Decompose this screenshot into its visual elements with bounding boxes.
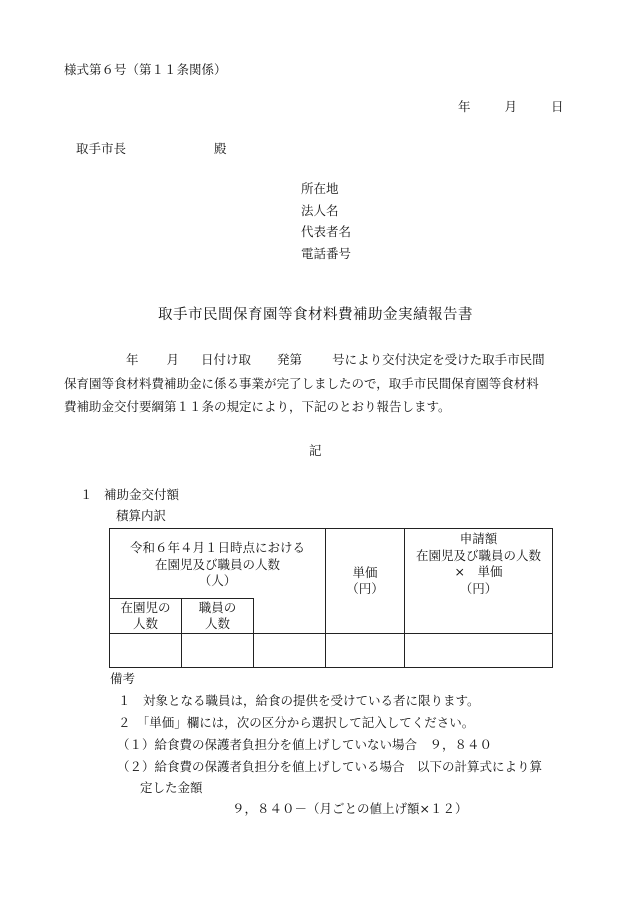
- unit-price-cell[interactable]: [326, 634, 405, 668]
- children-count-cell[interactable]: [110, 634, 182, 668]
- unit-price-header: 単価 （円）: [326, 529, 405, 634]
- date-line: [458, 101, 563, 114]
- field-address: 所在地: [301, 181, 339, 196]
- request-amount-header: 申請額 在園児及び職員の人数 × 単価 （円）: [405, 529, 553, 634]
- addressee-name: 取手市長: [76, 141, 127, 156]
- blank-header-cell: [254, 599, 326, 634]
- field-representative: 代表者名: [301, 224, 352, 239]
- ki-mark: 記: [309, 443, 322, 458]
- date-day: 日: [550, 99, 564, 114]
- note-item-2: ２ 「単価」欄には，次の区分から選択して記入してください。: [118, 715, 475, 730]
- note-option-2-line1: （２）給食費の保護者負担分を値上げしている場合 以下の計算式により算: [117, 759, 543, 774]
- body-line-2: 保育園等食材料費補助金に係る事業が完了しましたので，取手市民間保育園等食材料: [64, 375, 539, 391]
- notes-heading: 備考: [110, 671, 136, 686]
- body-line-3: 費補助金交付要綱第１１条の規定により，下記のとおり報告します。: [64, 399, 451, 414]
- note-option-2-line2: 定した金額: [140, 780, 203, 795]
- field-corporation: 法人名: [301, 202, 339, 218]
- section1-label: 補助金交付額: [104, 487, 180, 502]
- note-option-1: （１）給食費の保護者負担分を値上げしていない場合 ９，８４０: [117, 737, 493, 752]
- request-amount-cell[interactable]: [405, 634, 553, 668]
- head-count-header: 令和６年４月１日時点における 在園児及び職員の人数 （人）: [110, 529, 326, 599]
- staff-count-header: 職員の 人数: [182, 599, 254, 634]
- staff-count-cell[interactable]: [182, 634, 254, 668]
- body-text: [64, 348, 584, 419]
- date-year: 年: [458, 99, 471, 114]
- addressee-honorific: 殿: [214, 141, 227, 156]
- form-id: 様式第６号（第１１条関係）: [64, 62, 227, 77]
- children-count-header: 在園児の 人数: [110, 599, 182, 634]
- calculation-table: [109, 528, 553, 668]
- applicant-block: [301, 183, 351, 269]
- blank-value-cell: [254, 634, 326, 668]
- body-line-1: 年 月 日付け取 発第 号により交付決定を受けた取手市民間: [126, 352, 545, 367]
- section1-number: １: [80, 487, 93, 502]
- field-phone: 電話番号: [301, 245, 352, 261]
- document-title: 取手市民間保育園等食材料費補助金実績報告書: [158, 307, 473, 323]
- date-month: 月: [504, 99, 517, 114]
- section1-sub: 積算内訳: [116, 508, 167, 523]
- note-item-1: １ 対象となる職員は，給食の提供を受けている者に限ります。: [118, 693, 480, 708]
- note-formula: ９，８４０－（月ごとの値上げ額×１２）: [232, 801, 468, 816]
